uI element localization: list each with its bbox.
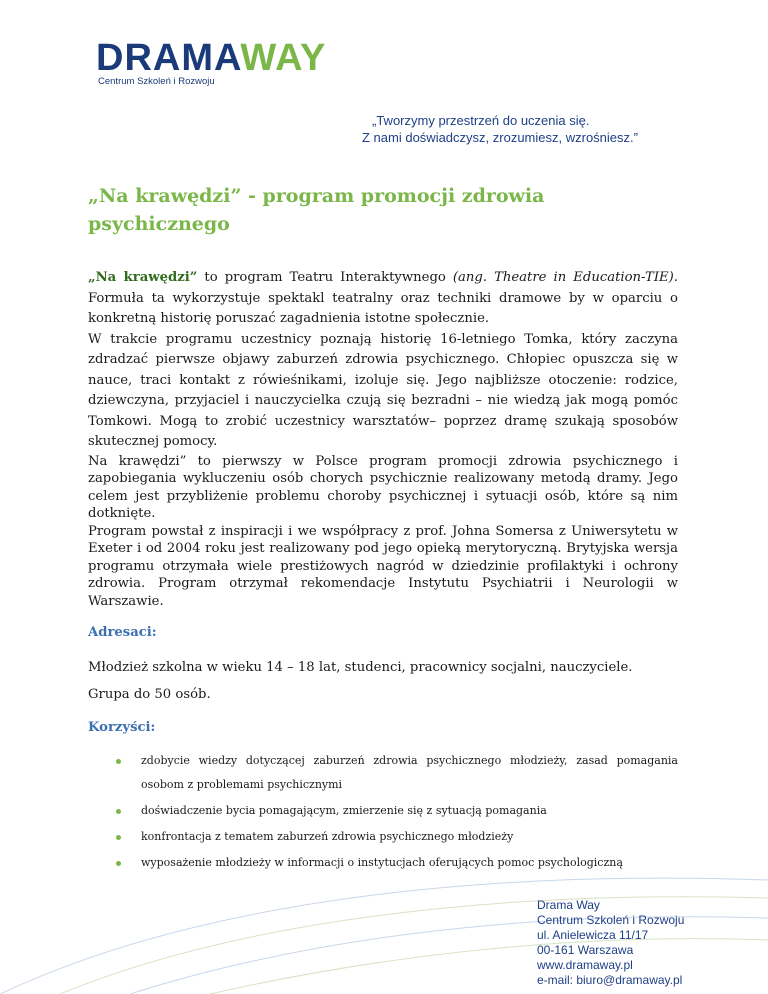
footer-street: ul. Anielewicza 11/17	[537, 928, 649, 942]
adresaci-heading: Adresaci:	[88, 625, 157, 640]
list-item-text: zdobycie wiedzy dotyczącej zaburzeń zdrowia psychicznego młodzieży, zasad pomagania osobom z problemami psychicznymi	[141, 754, 678, 791]
logo-subtitle: Centrum Szkoleń i Rozwoju	[98, 76, 215, 87]
footer-website-link[interactable]: www.dramaway.pl	[537, 958, 633, 972]
list-item	[116, 799, 678, 823]
motto-line-1: „Tworzymy przestrzeń do uczenia się.	[372, 113, 590, 128]
footer-subtitle: Centrum Szkoleń i Rozwoju	[537, 913, 685, 927]
document-body	[88, 182, 678, 877]
logo-wordmark	[96, 37, 327, 79]
footer-email-link[interactable]: e-mail: biuro@dramaway.pl	[537, 973, 683, 987]
list-item-text: wyposażenie młodzieży w informacji o instytucjach oferujących pomoc psychologiczną	[141, 856, 623, 869]
bullet-icon	[116, 809, 121, 814]
intro-paragraph	[88, 268, 678, 330]
contact-info	[537, 898, 684, 988]
origin-paragraph: Program powstał z inspiracji i we współpracy z prof. Johna Somersa z Uniwersytetu w Exeter i od 2004 roku jest realizowany pod jego opieką merytoryczną. Brytyjska wersja programu otrzymała wiele prestiżowych nagród w dziedzinie profilaktyki i ochrony zdrowia. Program otrzymał rekomendacje Instytutu Psychiatrii i Neurologii w Warszawie.	[88, 523, 678, 609]
footer-name: Drama Way	[537, 898, 600, 912]
list-item	[116, 749, 678, 797]
logo-way: WAY	[240, 37, 327, 79]
list-item	[116, 825, 678, 849]
logo-drama: DRAMA	[96, 37, 241, 79]
page-title: „Na krawędzi” - program promocji zdrowia psychicznego	[88, 185, 545, 235]
korzysci-heading: Korzyści:	[88, 720, 156, 735]
program-name: „Na krawędzi”	[88, 270, 198, 285]
intro-text: to program Teatru Interaktywnego	[197, 270, 453, 285]
intro-italic: (ang. Theatre in Education-TIE).	[452, 270, 678, 285]
goal-paragraph: Na krawędzi” to pierwszy w Polsce program promocji zdrowia psychicznego i zapobiegania wykluczeniu osób chorych psychicznie realizowany metodą dramy. Jego celem jest przybliżenie problemu choroby psychicznej i sytuacji osób, które są nim dotknięte.	[88, 453, 678, 521]
list-item-text: konfrontacja z tematem zaburzeń zdrowia psychicznego młodzieży	[141, 830, 514, 843]
motto-line-2: Z nami doświadczysz, zrozumiesz, wzrośniesz.”	[362, 130, 638, 145]
list-item-text: doświadczenie bycia pomagającym, zmierzenie się z sytuacją pomagania	[141, 804, 547, 817]
intro-tail: Formuła ta wykorzystuje spektakl teatralny oraz techniki dramowe by w oparciu o konkretną historię poruszać zagadnienia istotne społecznie.	[88, 290, 678, 326]
story-paragraph: W trakcie programu uczestnicy poznają historię 16-letniego Tomka, który zaczyna zdradzać pierwsze objawy zaburzeń zdrowia psychicznego. Chłopiec opuszcza się w nauce, traci kontakt z rówieśnikami, izoluje się. Jego najbliższe otoczenie: rodzice, dziewczyna, przyjaciel i nauczycielka czują się bezradni – nie wiedzą jak mogą pomóc Tomkowi. Mogą to zrobić uczestnicy warsztatów– poprzez dramę szukają sposobów skutecznej pomocy.	[88, 331, 678, 449]
adresaci-text: Młodzież szkolna w wieku 14 – 18 lat, studenci, pracownicy socjalni, nauczyciele. Grupa do 50 osób.	[88, 660, 633, 702]
motto	[362, 112, 638, 146]
footer-city: 00-161 Warszawa	[537, 943, 634, 957]
benefits-list	[88, 749, 678, 875]
bullet-icon	[116, 759, 121, 764]
bullet-icon	[116, 835, 121, 840]
logo	[96, 37, 327, 94]
